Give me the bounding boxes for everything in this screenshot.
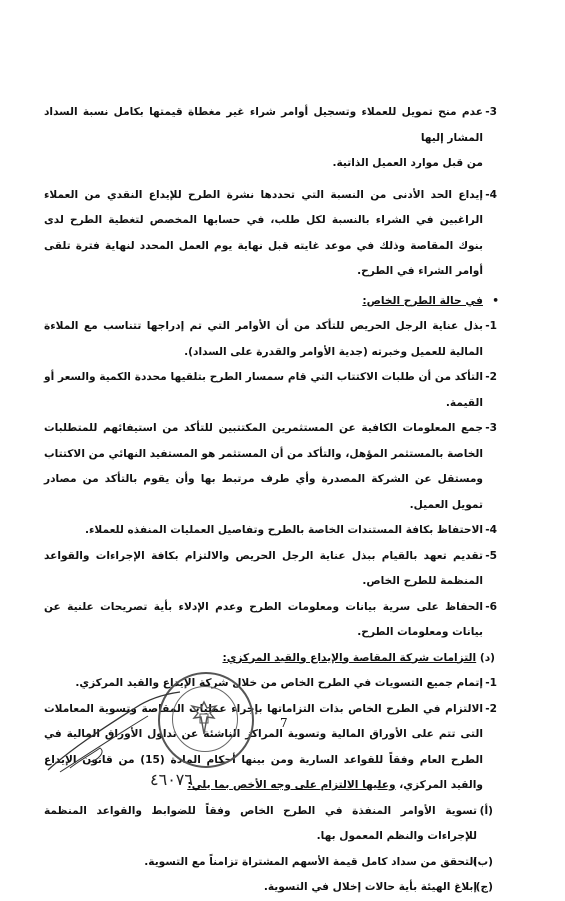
item-text: عدم منح تمويل للعملاء وتسجيل أوامر شراء غير مغطاة قيمتها بكامل نسبة السداد المشار إليها xyxy=(44,106,483,144)
sub-item xyxy=(44,850,495,876)
list-item xyxy=(44,595,495,646)
item-text: جمع المعلومات الكافية عن المستثمرين المكتتبين للتأكد من استيفائهم للمتطلبات الخاصة بالمستثمر المؤهل، والتأكد من أن المستثمر هو المستفيد النهائي من الاكتتاب ومستقل عن الشركة المصدرة وأي طرف مرتبط بها وأن يقوم بالتأكد من مصادر تمويل العميل. xyxy=(44,422,483,511)
list-item xyxy=(44,518,495,544)
item-text: الحفاظ على سرية بيانات ومعلومات الطرح وعدم الإدلاء بأية تصريحات علنية عن بيانات ومعلومات الطرح. xyxy=(44,600,483,638)
sub-item xyxy=(44,799,495,850)
bullet-icon: • xyxy=(492,294,499,307)
item-number: 6- xyxy=(485,600,497,613)
item-number: 3- xyxy=(485,106,497,118)
sub-item-number: (أ) xyxy=(479,804,493,817)
page-number: 7 xyxy=(280,716,288,730)
item-text: الاحتفاظ بكافة المستندات الخاصة بالطرح وتفاصيل العمليات المنفذه للعملاء. xyxy=(84,524,483,536)
sub-item xyxy=(44,875,495,901)
item-text: تقديم تعهد بالقيام ببذل عناية الرجل الحريص والالتزام بكافة الإجراءات والقواعد المنظمة للطرح الخاص. xyxy=(44,549,483,587)
item-number: 4- xyxy=(485,188,497,201)
sub-item-number: (ب) xyxy=(472,855,493,868)
section-heading xyxy=(44,289,499,315)
section-label: (د) xyxy=(479,651,495,664)
document-body xyxy=(44,100,499,901)
sub-item-text: إبلاغ الهيئة بأية حالات إخلال في التسوية. xyxy=(263,881,477,893)
item-text: إيداع الحد الأدنى من النسبة التي تحددها نشرة الطرح للإيداع النقدي من العملاء الراغبين في الشراء بالنسبة لكل طلب، في حسابها المخصص لتغطية الطرح لدى بنوك المقاصة وذلك في موعد غايته قبل نهاية يوم العمل المحدد لنهاية فترة تلقى أوامر الشراء في الطرح. xyxy=(44,188,483,277)
list-item xyxy=(44,416,495,518)
list-item xyxy=(44,544,495,595)
list-item xyxy=(44,183,495,285)
list-item xyxy=(44,314,495,365)
item-text-underlined: وعليها الالتزام على وجه الأخص بما يلي: xyxy=(187,779,396,791)
sub-item-text: التحقق من سداد كامل قيمة الأسهم المشتراة تزامناً مع التسوية. xyxy=(144,855,477,868)
item-number: 1- xyxy=(485,677,497,689)
sub-item-text: تسوية الأوامر المنفذة في الطرح الخاص وفقاً للضوابط والقواعد المنظمة للإجراءات والنظم المعمول بها. xyxy=(44,804,477,842)
item-number: 1- xyxy=(485,320,497,332)
item-continuation: من قبل موارد العميل الذاتية. xyxy=(332,157,483,169)
item-number: 2- xyxy=(485,702,497,715)
sub-item-number: (ج) xyxy=(475,881,493,893)
item-number: 5- xyxy=(485,549,497,562)
signature-icon xyxy=(40,690,190,780)
item-number: 4- xyxy=(485,524,497,536)
list-item xyxy=(44,365,495,416)
item-text: التأكد من أن طلبات الاكتتاب التي قام سمسار الطرح بتلقيها محددة الكمية والسعر أو القيمة. xyxy=(44,371,483,409)
section-title: التزامات شركة المقاصة والإيداع والقيد المركزي: xyxy=(222,651,477,664)
section-heading-text: في حالة الطرح الخاص: xyxy=(362,294,483,307)
item-number: 3- xyxy=(485,422,497,434)
item-text: الالتزام في الطرح الخاص بذات التزاماتها بإجراء عمليات المقاصة وتسوية المعاملات التى تتم على الأوراق المالية وتسوية المراكز الناشئة عن تداول الأوراق المالية في الطرح العام وفقاً للقواعد السارية ومن بينها أحكام المادة (15) من قانون الإيداع والقيد المركزي، xyxy=(44,702,483,791)
section-heading xyxy=(44,646,495,672)
eagle-emblem-icon xyxy=(188,700,220,736)
list-item xyxy=(44,100,495,151)
handwritten-number: ٤٦٠٧٦ xyxy=(150,770,193,789)
item-number: 2- xyxy=(485,371,497,383)
item-text: بذل عناية الرجل الحريص للتأكد من أن الأوامر التي تم إدراجها تتناسب مع الملاءة المالية للعميل وخبرته (جدية الأوامر والقدرة على السداد). xyxy=(44,320,483,358)
item-text: إتمام جميع التسويات في الطرح الخاص من خلال شركة الإيداع والقيد المركزي. xyxy=(75,677,483,689)
